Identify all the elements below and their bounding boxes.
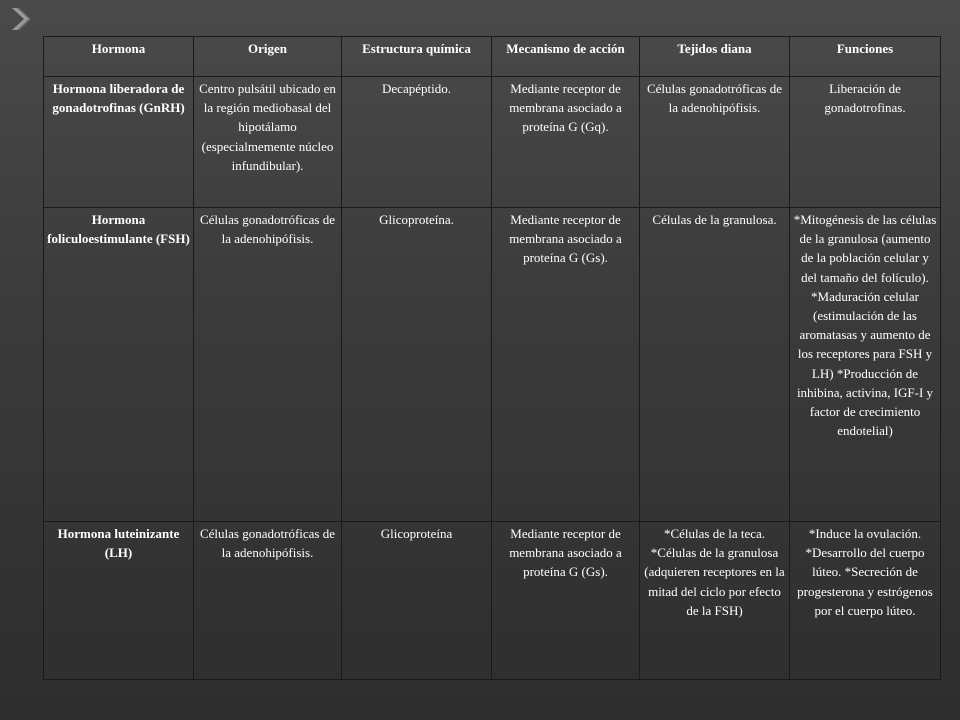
- table-row: [44, 77, 941, 208]
- cell-hormona: Hormona liberadora de gonadotrofinas (GnRH): [44, 77, 194, 208]
- cell-mecanismo: Mediante receptor de membrana asociado a proteína G (Gs).: [492, 522, 640, 680]
- cell-hormona: Hormona foliculoestimulante (FSH): [44, 208, 194, 522]
- cell-origen: Células gonadotróficas de la adenohipófisis.: [194, 208, 342, 522]
- table-row: [44, 208, 941, 522]
- header-hormona: Hormona: [44, 37, 194, 77]
- header-mecanismo: Mecanismo de acción: [492, 37, 640, 77]
- header-estructura: Estructura química: [342, 37, 492, 77]
- cell-tejidos: Células gonadotróficas de la adenohipófisis.: [640, 77, 790, 208]
- cell-estructura: Glicoproteína: [342, 522, 492, 680]
- table-header-row: [44, 37, 941, 77]
- cell-funciones: Liberación de gonadotrofinas.: [790, 77, 941, 208]
- cell-estructura: Glicoproteína.: [342, 208, 492, 522]
- header-funciones: Funciones: [790, 37, 941, 77]
- cell-tejidos: Células de la granulosa.: [640, 208, 790, 522]
- cell-tejidos: *Células de la teca. *Células de la granulosa (adquieren receptores en la mitad del ciclo por efecto de la FSH): [640, 522, 790, 680]
- cell-origen: Centro pulsátil ubicado en la región mediobasal del hipotálamo (especialmemente núcleo infundibular).: [194, 77, 342, 208]
- cell-estructura: Decapéptido.: [342, 77, 492, 208]
- cell-mecanismo: Mediante receptor de membrana asociado a proteína G (Gs).: [492, 208, 640, 522]
- cell-hormona: Hormona luteinizante (LH): [44, 522, 194, 680]
- cell-funciones: *Induce la ovulación. *Desarrollo del cuerpo lúteo. *Secreción de progesterona y estrógenos por el cuerpo lúteo.: [790, 522, 941, 680]
- cell-origen: Células gonadotróficas de la adenohipófisis.: [194, 522, 342, 680]
- cell-mecanismo: Mediante receptor de membrana asociado a proteína G (Gq).: [492, 77, 640, 208]
- table-row: [44, 522, 941, 680]
- hormones-table: [43, 36, 941, 680]
- cell-funciones: *Mitogénesis de las células de la granulosa (aumento de la población celular y del tamaño del folículo). *Maduración celular (estimulación de las aromatasas y aumento de los receptores para FSH y LH) *Producción de inhibina, activina, IGF-I y factor de crecimiento endotelial): [790, 208, 941, 522]
- chevron-right-icon: [8, 6, 34, 32]
- header-tejidos: Tejidos diana: [640, 37, 790, 77]
- header-origen: Origen: [194, 37, 342, 77]
